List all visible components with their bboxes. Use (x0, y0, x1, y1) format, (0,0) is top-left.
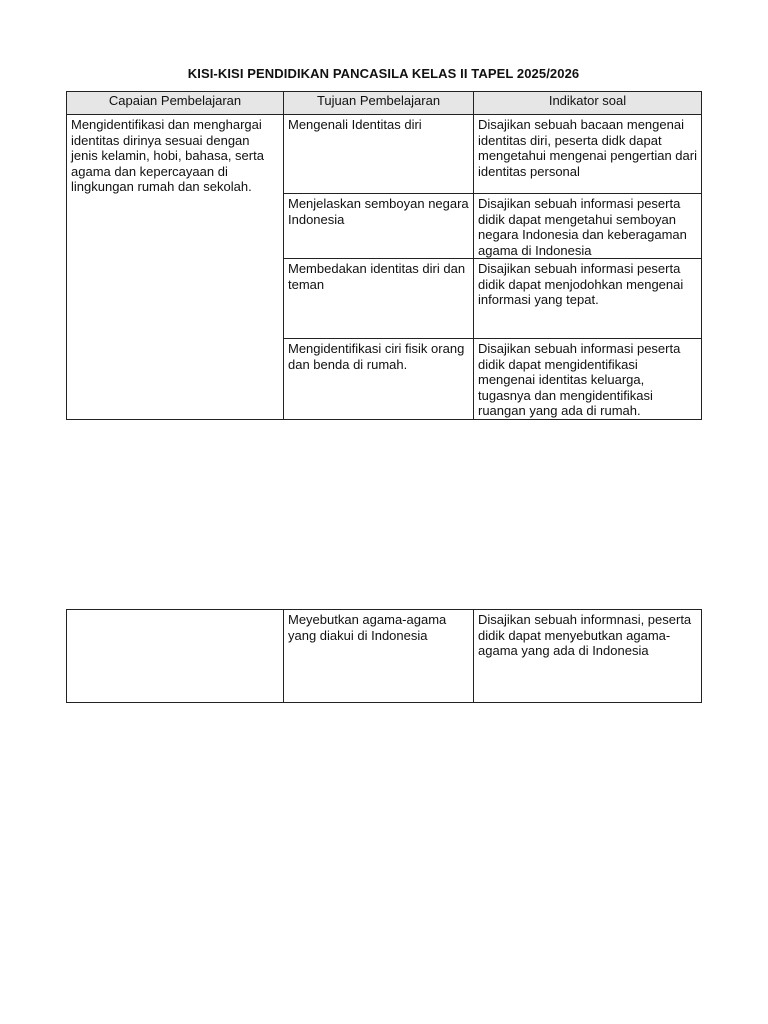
tujuan-cell: Menjelaskan semboyan negara Indonesia (284, 194, 474, 259)
capaian-cell: Mengidentifikasi dan menghargai identitas dirinya sesuai dengan jenis kelamin, hobi, bahasa, serta agama dan kepercayaan di lingkungan rumah dan sekolah. (67, 115, 284, 420)
indikator-cell: Disajikan sebuah informasi peserta didik dapat menjodohkan mengenai informasi yang tepat. (474, 259, 702, 339)
table-row (67, 115, 702, 194)
indikator-cell: Disajikan sebuah informnasi, peserta didik dapat menyebutkan agama-agama yang ada di Indonesia (474, 610, 702, 703)
header-indikator: Indikator soal (474, 92, 702, 115)
tujuan-cell: Meyebutkan agama-agama yang diakui di Indonesia (284, 610, 474, 703)
document-title: KISI-KISI PENDIDIKAN PANCASILA KELAS II TAPEL 2025/2026 (187, 66, 580, 81)
capaian-cell (67, 610, 284, 703)
kisi-kisi-table-continued (66, 609, 702, 703)
indikator-cell: Disajikan sebuah informasi peserta didik dapat mengetahui semboyan negara Indonesia dan keberagaman agama di Indonesia (474, 194, 702, 259)
header-capaian: Capaian Pembelajaran (67, 92, 284, 115)
header-tujuan: Tujuan Pembelajaran (284, 92, 474, 115)
table-row (67, 610, 702, 703)
tujuan-cell: Membedakan identitas diri dan teman (284, 259, 474, 339)
indikator-cell: Disajikan sebuah informasi peserta didik dapat mengidentifikasi mengenai identitas keluarga, tugasnya dan mengidentifikasi ruangan yang ada di rumah. (474, 339, 702, 420)
tujuan-cell: Mengenali Identitas diri (284, 115, 474, 194)
indikator-cell: Disajikan sebuah bacaan mengenai identitas diri, peserta didk dapat mengetahui mengenai pengertian dari identitas personal (474, 115, 702, 194)
tujuan-cell: Mengidentifikasi ciri fisik orang dan benda di rumah. (284, 339, 474, 420)
table-header-row (67, 92, 702, 115)
kisi-kisi-table (66, 91, 702, 420)
